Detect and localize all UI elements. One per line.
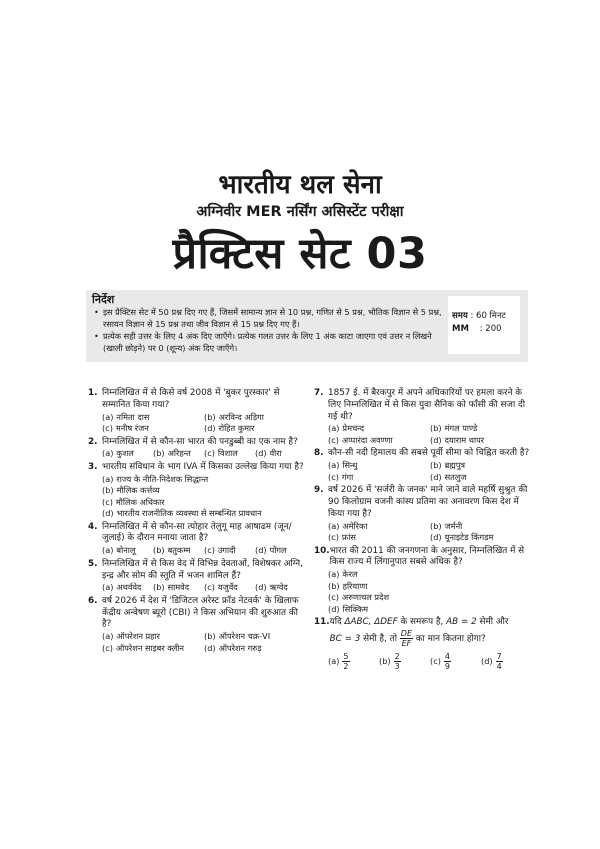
instructions-heading: निर्देश [92, 293, 115, 306]
answer-option: (c) मौलिक अधिकार [102, 496, 165, 507]
answer-option: (c) ऑपरेशन साइबर क्लीन [102, 642, 184, 653]
options [314, 652, 532, 671]
options [314, 423, 532, 446]
question-item [314, 448, 532, 483]
answer-option: (a) नमिता दास [102, 411, 150, 422]
question-text: निम्नलिखित में से कौन-सा त्योहार तेलुगू माह आषाढम (जून/जुलाई) के दौरान मनाया जाता है? [102, 521, 292, 544]
question-item [88, 388, 306, 435]
question-11 [314, 617, 532, 671]
instruction-item: • प्रत्येक सही उत्तर के लिए 4 अंक दिए जाएँगे। प्रत्येक गलत उत्तर के लिए 1 अंक काटा जाएगा एवं उत्तर न लिखने (खाली छोड़ने) पर 0 (शून्य) अंक दिए जाएँगे। [94, 331, 432, 353]
answer-option: (a) $\frac{5}{2}$ [328, 651, 349, 671]
exam-subtitle: अग्निवीर MER नर्सिंग असिस्टेंट परीक्षा [196, 204, 404, 220]
question-text: निम्नलिखित में से कौन-सा भारत की पनडुब्बी का एक नाम है? [102, 436, 298, 447]
answer-option: (a) राज्य के नीति-निदेशक सिद्धान्त [102, 473, 209, 484]
bullet-icon: • [94, 307, 99, 317]
ratio-fraction: $\frac{DE}{EF}$ [400, 628, 412, 648]
question-item [88, 559, 306, 594]
options [88, 474, 306, 520]
question-number: 1. [88, 388, 98, 398]
answer-option: (b) मंगल पाण्डे [430, 423, 478, 434]
time-marks-box [448, 296, 520, 354]
answer-option: (d) यूनाइटेड किंगडम [430, 532, 494, 543]
practice-set-title: प्रैक्टिस सेट 03 [172, 229, 428, 279]
answer-option: (a) अथर्ववेद [102, 582, 142, 593]
options [314, 569, 532, 615]
answer-option: (a) अमेरिका [328, 520, 368, 531]
question-text: निम्नलिखित में से किस वेद में विभिन्न देवताओं, विशेषकर अग्नि, इन्द्र और सोम की स्तुति में भजन शामिल हैं? [102, 558, 303, 581]
answer-option: (b) जर्मनी [430, 520, 463, 531]
question-number: 2. [88, 436, 98, 447]
question-number: 10. [314, 545, 330, 556]
options [314, 460, 532, 483]
answer-option: (b) सामवेद [153, 582, 190, 593]
question-text: वर्ष 2026 में देश में 'डिजिटल अरेस्ट फ्रॉड नेटवर्क' के खिलाफ केंद्रीय अन्वेषण ब्यूरो (CBI) ने किस अभियान की शुरुआत की है? [102, 595, 299, 630]
instruction-item: • इस प्रैक्टिस सेट में 50 प्रश्न दिए गए हैं, जिसमें सामान्य ज्ञान से 10 प्रश्न, गणित से 5 प्रश्न, भौतिक विज्ञान से 5 प्रश्न, रसायन विज्ञान से 15 प्रश्न तथा जीव विज्ञान से 15 प्रश्न दिए गए हैं। [94, 307, 442, 329]
answer-option: (c) यजुर्वेद [204, 582, 238, 593]
question-number: 8. [314, 448, 324, 459]
question-item [314, 485, 532, 543]
answer-option: (c) $\frac{4}{9}$ [430, 651, 450, 671]
question-text: भारत की 2011 की जनगणना के अनुसार, निम्नलिखित में से किस राज्य में लिंगानुपात सबसे अधिक है? [329, 545, 525, 568]
question-text: वर्ष 2026 में 'सर्जरी के जनक' माने जाने वाले महर्षि सुश्रुत की 90 किलोग्राम वजनी कांस्य प्रतिमा का अनावरण किस देश में किया गया है? [328, 485, 528, 519]
page-title: भारतीय थल सेना [218, 170, 382, 200]
answer-option: (b) $\frac{2}{3}$ [379, 651, 400, 671]
answer-option: (d) सिक्किम [328, 603, 369, 614]
answer-option: (b) बतुकम्म [153, 545, 191, 556]
question-text: निम्नलिखित में से किसे वर्ष 2008 में 'बुकर पुरस्कार' से सम्मानित किया गया? [102, 388, 280, 410]
answer-option: (b) अरिहन्त [153, 448, 191, 459]
option-fraction: $\frac{4}{9}$ [444, 651, 450, 671]
answer-option: (b) मौलिक कर्त्तव्य [102, 485, 160, 496]
answer-option: (c) फ्रांस [328, 532, 356, 543]
question-number: 5. [88, 558, 98, 569]
answer-option: (d) रोहित कुमार [204, 423, 255, 434]
answer-option: (c) अरुणाचल प्रदेश [328, 592, 390, 603]
answer-option: (c) अप्पारंदा अवण्णा [328, 434, 393, 445]
options [88, 545, 306, 557]
answer-option: (a) केरल [328, 569, 358, 580]
option-fraction: $\frac{5}{2}$ [343, 651, 349, 671]
answer-option: (a) प्रेमचन्द [328, 423, 365, 434]
answer-option: (a) कुशल [102, 448, 134, 459]
options [88, 412, 306, 435]
question-number: 11. [314, 617, 330, 628]
option-fraction: $\frac{2}{3}$ [394, 651, 400, 671]
bullet-icon: • [94, 331, 99, 341]
answer-option: (a) बोनालू [102, 545, 136, 556]
answer-option: (a) ऑपरेशन प्रहार [102, 631, 160, 642]
max-marks-row: MM : 200 [452, 324, 502, 334]
question-number: 9. [314, 485, 324, 496]
time-row: समय : 60 मिनट [452, 311, 506, 321]
question-item [88, 522, 306, 557]
answer-option: (a) सिन्धु [328, 460, 358, 471]
answer-option: (d) वीरा [255, 448, 282, 459]
answer-option: (d) ऑपरेशन गरुड़ [204, 642, 262, 653]
answer-option: (b) अरविन्द अडिगा [204, 411, 264, 422]
questions-column-left [88, 388, 306, 656]
question-text: भारतीय संविधान के भाग IVA में किसका उल्लेख किया गया है? [102, 461, 304, 472]
answer-option: (d) भारतीय राजनीतिक व्यवस्था से सम्बन्धित प्रावधान [102, 508, 262, 519]
answer-option: (b) ब्रह्मपुत्र [430, 460, 465, 471]
answer-option: (d) सतलुज [430, 471, 467, 482]
answer-option: (b) ऑपरेशन चक्र-VI [204, 631, 271, 642]
questions-list-right [314, 388, 532, 615]
answer-option: (b) हरियाणा [328, 580, 368, 591]
answer-option: (d) $\frac{7}{4}$ [481, 651, 502, 671]
answer-option: (c) गंगा [328, 471, 354, 482]
page-header [0, 170, 600, 280]
options [314, 521, 532, 544]
answer-option: (c) मनीष रंजन [102, 423, 149, 434]
question-text: 1857 ई. में बैरकपुर में अपने अधिकारियों पर हमला करने के लिए निम्नलिखित में से किस युवा सैनिक को फाँसी की सजा दी गई थी? [328, 388, 525, 422]
question-item [88, 437, 306, 460]
question-item [88, 596, 306, 654]
answer-option: (c) विशाल [204, 448, 238, 459]
question-item [314, 546, 532, 616]
answer-option: (d) ऋग्वेद [255, 582, 288, 593]
question-text: कौन-सी नदी हिमालय की सबसे पूर्वी सीमा को चिह्नित करती है? [328, 448, 530, 459]
question-number: 4. [88, 521, 98, 532]
option-fraction: $\frac{7}{4}$ [496, 651, 502, 671]
question-number: 6. [88, 595, 98, 606]
question-number: 3. [88, 461, 98, 472]
questions-column-right [314, 388, 532, 673]
answer-option: (d) दयाराम थापर [430, 434, 485, 445]
question-item [88, 462, 306, 520]
answer-option: (d) पोंगल [255, 545, 287, 556]
question-number: 7. [314, 388, 324, 398]
instructions-box [86, 290, 528, 362]
question-item [314, 388, 532, 446]
answer-option: (c) उगादी [204, 545, 236, 556]
instructions-list [94, 307, 442, 355]
options [88, 631, 306, 654]
options [88, 582, 306, 594]
options [88, 448, 306, 460]
question-text: यदि ΔABC, ΔDEF के समरूप है, AB = 2 सेमी और BC = 3 सेमी है, तो $\frac{DE}{EF}$ का मान कितना होगा? [329, 617, 509, 648]
